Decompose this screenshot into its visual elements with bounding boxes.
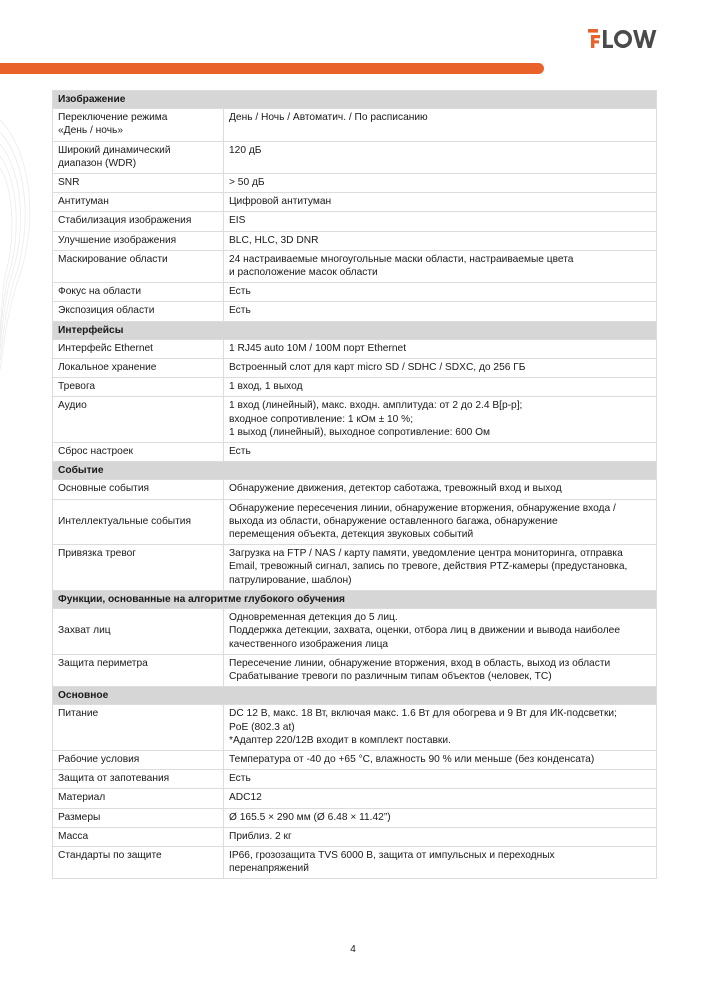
spec-value-line: Есть [229,773,251,785]
spec-value [224,750,657,769]
spec-key [53,480,224,499]
spec-value [224,770,657,789]
spec-value-line: BLC, HLC, 3D DNR [229,234,319,246]
spec-value [224,250,657,282]
spec-table [52,90,657,879]
spec-key-line: Стандарты по защите [58,849,162,861]
spec-key-line: Интерфейс Ethernet [58,342,154,354]
spec-key-line: Маскирование области [58,253,168,265]
spec-value-line: ADC12 [229,792,262,804]
section-title: Функции, основанные на алгоритме глубокого обучения [53,590,657,608]
spec-key-line: Привязка тревог [58,548,137,560]
spec-value [224,339,657,358]
spec-value-line: перемещения объекта, детекция звуковых событий [229,529,474,541]
decorative-swirl [0,80,55,410]
spec-value-line: Срабатывание тревоги по различным типам объектов (человек, ТС) [229,670,552,682]
spec-row [53,480,657,499]
spec-row [53,499,657,545]
spec-key-line: Захват лиц [58,625,111,637]
spec-key-line: Антитуман [58,196,109,208]
spec-key-line: Тревога [58,381,96,393]
spec-key [53,174,224,193]
spec-value-line: Загрузка на FTP / NAS / карту памяти, уведомление центра мониторинга, отправка [229,548,623,560]
spec-row [53,750,657,769]
spec-value-line: Цифровой антитуман [229,196,332,208]
spec-key-line: Питание [58,708,99,720]
spec-key-line: Стабилизация изображения [58,215,192,227]
spec-key [53,545,224,591]
spec-row [53,397,657,443]
spec-value-line: Обнаружение пересечения линии, обнаружение вторжения, обнаружение входа / [229,502,616,514]
spec-value [224,609,657,655]
spec-key [53,846,224,878]
spec-value-line: 1 вход, 1 выход [229,381,303,393]
spec-key [53,231,224,250]
spec-row [53,808,657,827]
spec-value-line: DC 12 В, макс. 18 Вт, включая макс. 1.6 Вт для обогрева и 9 Вт для ИК-подсветки; [229,708,617,720]
section-header-row [53,462,657,480]
spec-key [53,443,224,462]
spec-value [224,174,657,193]
spec-value-line: Одновременная детекция до 5 лиц. [229,612,398,624]
spec-key-line: Фокус на области [58,286,142,298]
page-number: 4 [350,944,356,955]
spec-value-line: Есть [229,446,251,458]
spec-key-line: Масса [58,830,89,842]
spec-row [53,609,657,655]
spec-row [53,770,657,789]
spec-row [53,654,657,686]
spec-value-line: 1 выход (линейный), выходное сопротивление: 600 Ом [229,426,491,438]
spec-key [53,750,224,769]
spec-key-line: Интеллектуальные события [58,515,191,527]
spec-value-line: 1 RJ45 auto 10M / 100M порт Ethernet [229,342,407,354]
spec-value [224,141,657,173]
spec-value [224,808,657,827]
spec-value-line: Температура от -40 до +65 °C, влажность 90 % или меньше (без конденсата) [229,753,595,765]
spec-key-line: диапазон (WDR) [58,157,137,169]
spec-value-line: выхода из области, обнаружение оставленного багажа, обнаружение [229,515,558,527]
spec-row [53,193,657,212]
spec-value-line: и расположение масок области [229,267,378,279]
spec-value [224,359,657,378]
spec-value-line: 1 вход (линейный), макс. входн. амплитуда: от 2 до 2.4 В[p-p]; [229,400,523,412]
spec-row [53,212,657,231]
section-title: Основное [53,687,657,705]
spec-value [224,283,657,302]
header-accent-bar [0,63,544,74]
section-title: Интерфейсы [53,321,657,339]
spec-row [53,231,657,250]
spec-value [224,109,657,141]
spec-key [53,283,224,302]
spec-key-line: Локальное хранение [58,362,157,374]
spec-key-line: Экспозиция области [58,305,155,317]
spec-value [224,378,657,397]
section-header-row [53,590,657,608]
spec-row [53,250,657,282]
spec-value-line: Поддержка детекции, захвата, оценки, отбора лиц в движении и вывода наиболее [229,625,620,637]
spec-row [53,827,657,846]
spec-key [53,705,224,751]
spec-value-line: День / Ночь / Автоматич. / По расписанию [229,112,428,124]
spec-value [224,846,657,878]
spec-value [224,705,657,751]
spec-value-line: Приблиз. 2 кг [229,830,292,842]
spec-value-line: патрулирование, шаблон) [229,574,352,586]
spec-row [53,339,657,358]
spec-value [224,789,657,808]
spec-key [53,141,224,173]
spec-value [224,443,657,462]
spec-key [53,212,224,231]
spec-value [224,499,657,545]
spec-row [53,359,657,378]
spec-key-line: Широкий динамический [58,144,171,156]
flow-logo [588,27,672,51]
spec-key-line: Основные события [58,483,150,495]
spec-key [53,654,224,686]
spec-key-line: Улучшение изображения [58,234,177,246]
spec-key [53,339,224,358]
spec-key-line: Рабочие условия [58,753,140,765]
section-title: Изображение [53,91,657,109]
spec-key [53,609,224,655]
spec-key-line: Сброс настроек [58,446,133,458]
spec-row [53,545,657,591]
spec-key [53,378,224,397]
spec-row [53,302,657,321]
spec-key [53,109,224,141]
spec-value-line: Есть [229,286,251,298]
spec-row [53,174,657,193]
spec-value-line: Обнаружение движения, детектор саботажа, тревожный вход и выход [229,483,562,495]
spec-value [224,397,657,443]
spec-row [53,846,657,878]
section-title: Событие [53,462,657,480]
spec-key [53,499,224,545]
spec-value-line: 120 дБ [229,144,262,156]
spec-key [53,789,224,808]
spec-key-line: Размеры [58,811,101,823]
spec-key [53,770,224,789]
spec-value-line: EIS [229,215,246,227]
spec-value [224,545,657,591]
spec-value [224,480,657,499]
spec-key [53,359,224,378]
spec-row [53,443,657,462]
spec-value-line: Ø 165.5 × 290 мм (Ø 6.48 × 11.42”) [229,811,391,823]
spec-key [53,808,224,827]
spec-row [53,789,657,808]
spec-row [53,141,657,173]
spec-row [53,283,657,302]
spec-key [53,827,224,846]
spec-value [224,654,657,686]
spec-key-line: Защита периметра [58,657,148,669]
spec-value-line: Пересечение линии, обнаружение вторжения, вход в область, выход из области [229,657,611,669]
spec-key [53,193,224,212]
section-header-row [53,687,657,705]
spec-key [53,397,224,443]
spec-value [224,231,657,250]
spec-value-line: IP66, грозозащита TVS 6000 В, защита от импульсных и переходных [229,849,555,861]
spec-key-line: Переключение режима [58,112,168,124]
spec-value-line: 24 настраиваемые многоугольные маски области, настраиваемые цвета [229,253,574,265]
section-header-row [53,321,657,339]
spec-value-line: > 50 дБ [229,177,265,189]
spec-row [53,705,657,751]
spec-key [53,250,224,282]
spec-value [224,212,657,231]
spec-value-line: PoE (802.3 at) [229,721,295,733]
spec-value [224,827,657,846]
spec-value-line: качественного изображения лица [229,638,389,650]
spec-value-line: входное сопротивление: 1 кОм ± 10 %; [229,413,414,425]
spec-key [53,302,224,321]
spec-key-line: Защита от запотевания [58,773,170,785]
spec-key-line: Аудио [58,400,87,412]
spec-value [224,193,657,212]
spec-value-line: перенапряжений [229,863,309,875]
spec-value-line: *Адаптер 220/12В входит в комплект поставки. [229,734,451,746]
spec-key-line: SNR [58,177,80,189]
spec-value [224,302,657,321]
section-header-row [53,91,657,109]
spec-row [53,109,657,141]
spec-key-line: «День / ночь» [58,125,124,137]
spec-value-line: Есть [229,305,251,317]
spec-row [53,378,657,397]
spec-value-line: Email, тревожный сигнал, запись по тревоге, действия PTZ-камеры (предустановка, [229,561,628,573]
spec-key-line: Материал [58,792,106,804]
spec-value-line: Встроенный слот для карт micro SD / SDHC / SDXC, до 256 ГБ [229,362,526,374]
